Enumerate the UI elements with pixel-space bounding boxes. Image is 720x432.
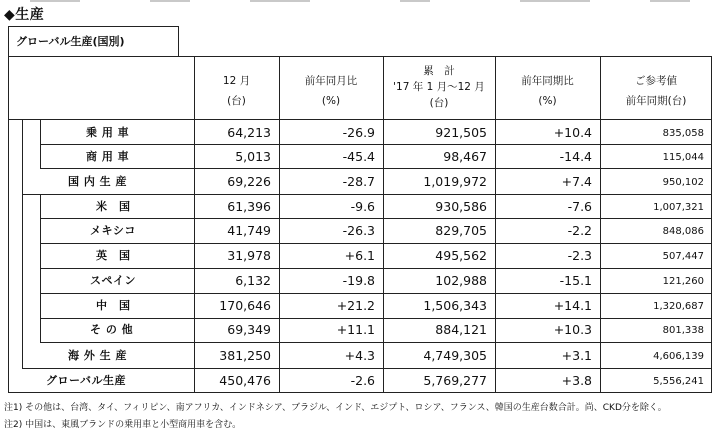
- cell-month-yoy: +4.3: [344, 348, 375, 363]
- cell-cum: 98,467: [443, 149, 487, 164]
- row-label: 海 外 生 産: [68, 349, 127, 362]
- cell-cum: 829,705: [435, 223, 487, 238]
- row-label: そ の 他: [90, 323, 134, 336]
- cell-cum: 5,769,277: [423, 373, 487, 388]
- note-1: 注1) その他は、台湾、タイ、フィリピン、南アフリカ、インドネシア、ブラジル、インド、エジプト、ロシア、フランス、韓国の生産台数合計。尚、CKD分を除く。: [4, 403, 667, 413]
- cell-cum-yoy: -7.6: [567, 199, 592, 214]
- cell-cum-yoy: -2.3: [567, 248, 592, 263]
- note-2: 注2) 中国は、東風ブランドの乗用車と小型商用車を含む。: [4, 420, 242, 430]
- row-label: 英 国: [96, 249, 131, 262]
- cell-month-yoy: -26.9: [342, 125, 375, 140]
- cell-month-yoy: -26.3: [342, 223, 375, 238]
- cell-cum: 884,121: [435, 322, 487, 337]
- cell-cum: 4,749,305: [423, 348, 487, 363]
- cell-month-yoy: -2.6: [350, 373, 375, 388]
- cell-ref: 1,007,321: [653, 202, 704, 213]
- cell-ref: 801,338: [662, 325, 704, 336]
- cell-cum-yoy: -2.2: [567, 223, 592, 238]
- cell-cum-yoy: +3.8: [561, 373, 592, 388]
- cell-month-yoy: -45.4: [342, 149, 375, 164]
- cell-month-yoy: +21.2: [336, 298, 375, 313]
- cell-month: 41,749: [227, 223, 271, 238]
- cell-month: 64,213: [227, 125, 271, 140]
- cell-ref: 121,260: [662, 276, 704, 287]
- cell-cum: 495,562: [435, 248, 487, 263]
- cell-cum-yoy: +14.1: [553, 298, 592, 313]
- row-label: メキシコ: [90, 224, 136, 237]
- cell-month-yoy: +11.1: [336, 322, 375, 337]
- cell-month: 6,132: [235, 273, 271, 288]
- cell-cum-yoy: +10.4: [553, 125, 592, 140]
- cell-month: 450,476: [219, 373, 271, 388]
- cell-month-yoy: -9.6: [350, 199, 375, 214]
- cell-month-yoy: -19.8: [342, 273, 375, 288]
- cell-month: 170,646: [219, 298, 271, 313]
- cell-month: 31,978: [227, 248, 271, 263]
- row-label: 乗 用 車: [86, 126, 130, 139]
- section-title: ◆生産: [4, 7, 45, 23]
- cell-month-yoy: -28.7: [342, 174, 375, 189]
- cell-cum: 921,505: [435, 125, 487, 140]
- cell-cum: 102,988: [435, 273, 487, 288]
- row-label: 中 国: [96, 299, 131, 312]
- cell-ref: 507,447: [662, 251, 704, 262]
- cell-ref: 115,044: [662, 152, 704, 163]
- cell-month: 61,396: [227, 199, 271, 214]
- cell-cum-yoy: +3.1: [561, 348, 592, 363]
- cell-cum-yoy: -14.4: [559, 149, 592, 164]
- cell-ref: 848,086: [662, 226, 704, 237]
- cell-month: 5,013: [235, 149, 271, 164]
- row-label: スペイン: [90, 274, 136, 287]
- cell-cum-yoy: -15.1: [559, 273, 592, 288]
- cell-month: 381,250: [219, 348, 271, 363]
- cell-cum: 1,506,343: [423, 298, 487, 313]
- header-month: 12 月 (台): [222, 75, 251, 107]
- row-label: 商 用 車: [86, 150, 130, 163]
- cell-ref: 4,606,139: [653, 351, 704, 362]
- row-label: 国 内 生 産: [68, 175, 127, 188]
- cell-cum-yoy: +7.4: [561, 174, 592, 189]
- header-cum-yoy: 前年同期比 (%): [521, 75, 574, 107]
- cell-month: 69,349: [227, 322, 271, 337]
- cell-cum: 1,019,972: [423, 174, 487, 189]
- cell-month: 69,226: [227, 174, 271, 189]
- table-caption: グローバル生産(国別): [16, 35, 125, 48]
- cell-ref: 835,058: [662, 128, 704, 139]
- header-month-yoy: 前年同月比 (%): [304, 75, 358, 107]
- header-reference: ご参考値 前年同期(台): [625, 75, 687, 107]
- cell-ref: 1,320,687: [653, 301, 704, 312]
- header-cumulative: 累 計 '17 年 1 月～12 月 (台): [393, 65, 485, 109]
- cell-ref: 950,102: [662, 177, 704, 188]
- cell-ref: 5,556,241: [653, 376, 704, 387]
- row-label: 米 国: [96, 200, 131, 213]
- cell-month-yoy: +6.1: [344, 248, 375, 263]
- row-label: グローバル生産: [46, 374, 126, 387]
- cell-cum: 930,586: [435, 199, 487, 214]
- cell-cum-yoy: +10.3: [553, 322, 592, 337]
